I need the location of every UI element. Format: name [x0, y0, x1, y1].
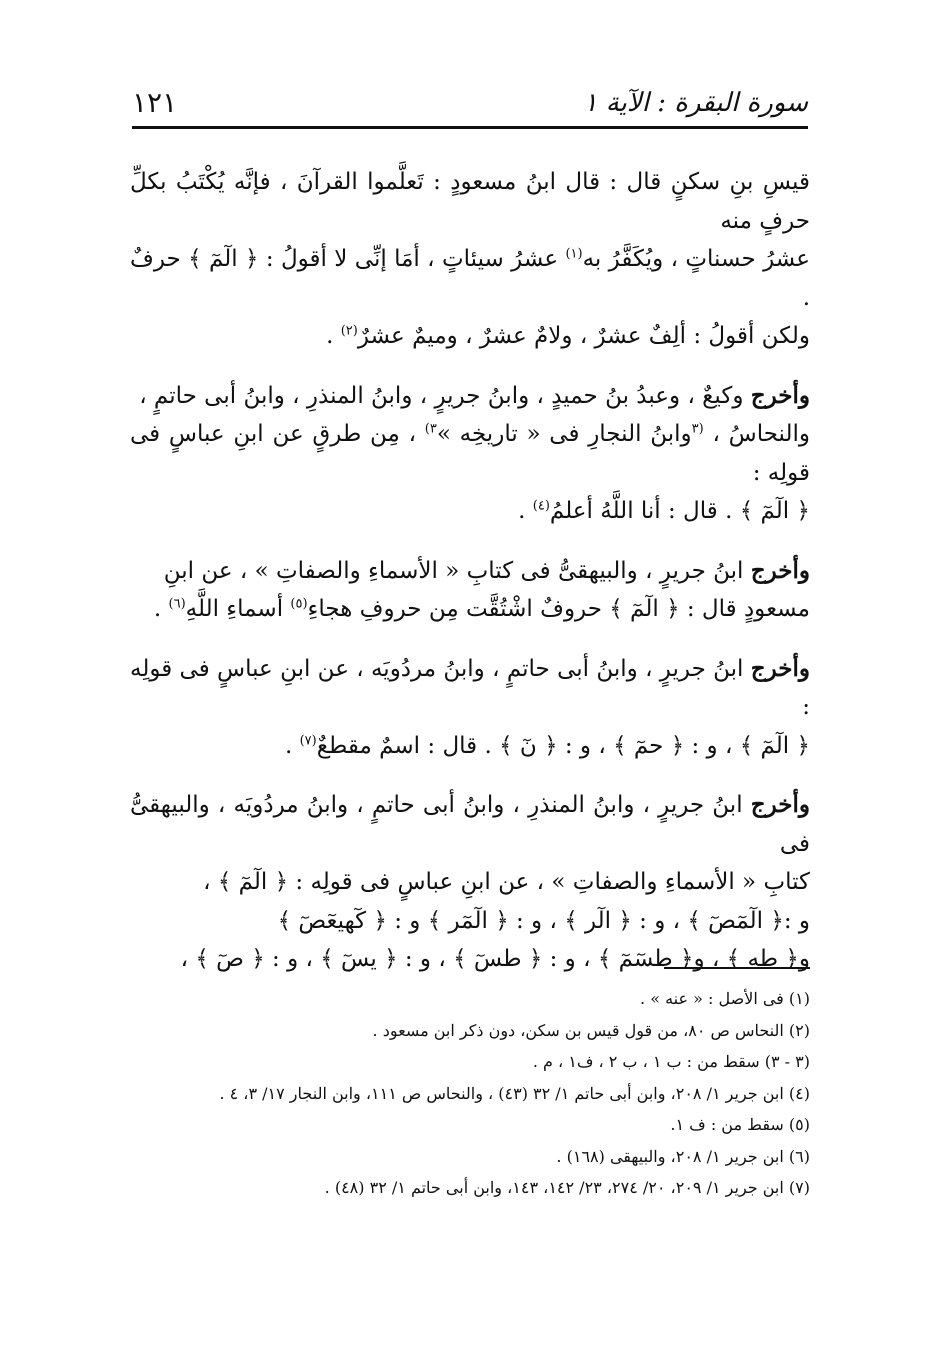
footnote-6: (٦) ابن جرير ١/ ٢٠٨، والبيهقى (١٦٨) . [556, 1146, 810, 1166]
paragraph-1 [130, 163, 810, 356]
footnote-3: (٣ - ٣) سقط من : ب ١ ، ب ٢ ، ف١ ، م . [532, 1052, 810, 1071]
paragraph-lead: وأخرج [750, 654, 810, 682]
paragraph-3 [130, 552, 810, 629]
footnote-2: (٢) النحاس ص ٨٠، من قول قيس بن سكن، دون ذكر ابن مسعود . [372, 1020, 810, 1040]
paragraph-5-line-4: و﴿ طه ﴾ ، و﴿ طسٓمٓ ﴾ ، و : ﴿ طسٓ ﴾ ، و : ﴿ يسٓ ﴾ ، و : ﴿ صٓ ﴾ ، [180, 946, 810, 972]
footnote-ref-3-open[interactable]: (٣ [691, 421, 704, 437]
paragraph-1-line-3: ولكن أقولُ : ألِفٌ عشرٌ ، ولامٌ عشرٌ ، وميمٌ عشرٌ$^{(٢)}$ . [326, 323, 810, 349]
running-head: سورة البقرة : الآية ١ [583, 88, 808, 118]
paragraph-3-line-2: مسعودٍ قال : ﴿ الٓمٓ ﴾ حروفٌ اشْتُقَّت مِن حروفِ هجاءِ$^{(٥)}$ أسماءِ اللَّهِ$^{(٦)}$ . [153, 596, 810, 622]
footnote-5: (٥) سقط من : ف ١. [670, 1115, 810, 1134]
paragraph-5-line-3: و :﴿ الٓمٓصٓ ﴾ ، و : ﴿ الٓر ﴾ ، و : ﴿ الٓمٓر ﴾ و : ﴿ كٓهيعٓصٓ ﴾ [277, 907, 810, 934]
footnotes [120, 983, 810, 1204]
paragraph-4-line-2: ﴿ الٓمٓ ﴾ ، و : ﴿ حمٓ ﴾ ، و : ﴿ نٓ ﴾ . قال : اسمٌ مقطعٌ$^{(٧)}$ . [284, 732, 810, 759]
paragraph-1-line-1: قيسِ بنِ سكنٍ قال : قال ابنُ مسعودٍ : تَعلَّموا القرآنَ ، فإنَّه يُكْتَبُ بكلِّ حرفٍ منه [130, 169, 810, 234]
footnote-1: (١) فى الأصل : « عنه » . [640, 989, 810, 1008]
paragraph-4-line-1: وأخرج ابنُ جريرٍ ، وابنُ أبى حاتمٍ ، وابنُ مردُويَه ، عن ابنِ عباسٍ فى قولِه : [130, 654, 810, 720]
footnote-ref-5[interactable]: (٥) [290, 596, 308, 612]
paragraph-5-line-1: وأخرج ابنُ جريرٍ ، وابنُ المنذرِ ، وابنُ أبى حاتمٍ ، وابنُ مردُويَه ، والبيهقىُّ فى [130, 791, 810, 857]
paragraph-3-line-1: وأخرج ابنُ جريرٍ ، والبيهقىُّ فى كتابِ « الأسماءِ والصفاتِ » ، عن ابنِ [163, 556, 810, 584]
body-text [130, 163, 810, 1000]
footnote-4: (٤) ابن جرير ١/ ٢٠٨، وابن أبى حاتم ١/ ٣٢ (٤٣) ، والنحاس ص ١١١، وابن النجار ١٧/ ٣، ٤ . [219, 1083, 810, 1103]
footnote-ref-2[interactable]: (٢) [340, 323, 358, 339]
footnote-rule [664, 967, 810, 969]
footnote-ref-6[interactable]: (٦) [168, 596, 186, 612]
footnote-7: (٧) ابن جرير ١/ ٢٠٩، ٢٠/ ٢٧٤، ٢٣/ ١٤٢، ١٤٣، وابن أبى حاتم ١/ ٣٢ (٤٨) . [324, 1178, 810, 1197]
paragraph-5 [130, 786, 810, 979]
paragraph-4 [130, 650, 810, 766]
footnote-ref-1[interactable]: (١) [565, 246, 583, 262]
paragraph-5-line-2: كتابِ « الأسماءِ والصفاتِ » ، عن ابنِ عباسٍ فى قولِه : ﴿ الٓمٓ ﴾ ، [203, 869, 810, 895]
paragraph-lead: وأخرج [750, 381, 810, 409]
paragraph-2-line-1: وأخرج وكيعٌ ، وعبدُ بنُ حميدٍ ، وابنُ جريرٍ ، وابنُ المنذرِ ، وابنُ أبى حاتمٍ ، [139, 381, 810, 409]
paragraph-2 [130, 377, 810, 531]
footnote-ref-7[interactable]: (٧) [299, 732, 317, 748]
paragraph-1-line-2: عشرُ حسناتٍ ، ويُكَفَّرُ به$^{(١)}$ عشرُ سيئاتٍ ، أمَا إنِّى لا أقولُ : ﴿ الٓمٓ ﴾ حرفٌ . [130, 246, 810, 311]
footnote-ref-3-close[interactable]: ٣) [424, 421, 437, 437]
page-number: ١٢١ [132, 86, 178, 119]
paragraph-lead: وأخرج [750, 791, 810, 818]
footnote-ref-4[interactable]: (٤) [532, 498, 550, 514]
paragraph-2-line-3: ﴿ الٓمٓ ﴾ . قال : أنا اللَّهُ أعلمُ$^{(٤)}$ . [518, 498, 810, 524]
paragraph-lead: وأخرج [750, 556, 810, 584]
header-rule [132, 126, 808, 129]
paragraph-2-line-2: والنحاسُ ، $^{(٣}$وابنُ النجارِ فى « تاريخِه »$^{٣)}$ ، مِن طرقٍ عن ابنِ عباسٍ فى قولِه : [130, 421, 811, 486]
